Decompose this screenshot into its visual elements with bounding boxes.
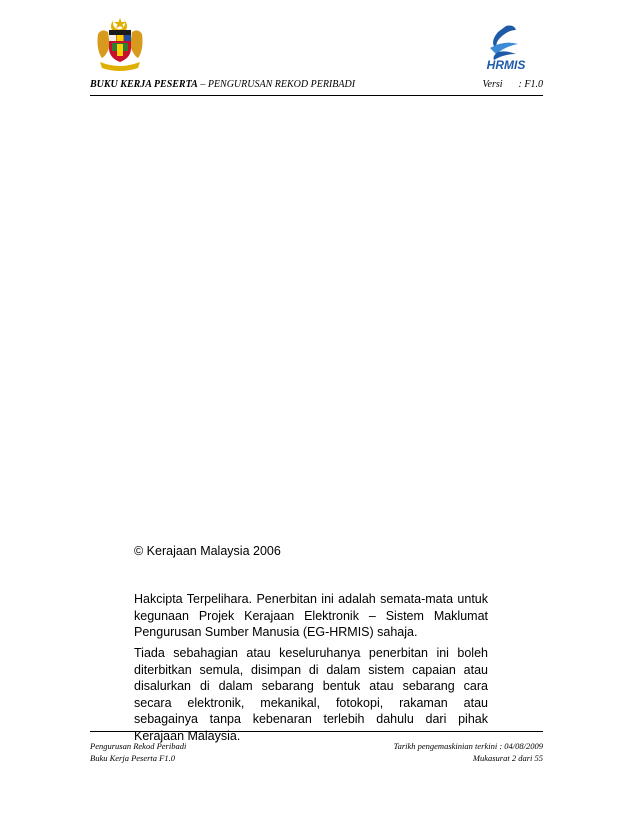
restriction-paragraph [134, 645, 488, 744]
copyright-text: © Kerajaan Malaysia 2006 [134, 544, 281, 558]
header-title-bold: BUKU KERJA PESERTA [90, 79, 198, 90]
header-divider [90, 95, 543, 96]
footer-workbook: Buku Kerja Peserta F1.0 [90, 753, 175, 763]
footer-page-number: Mukasurat 2 dari 55 [472, 753, 543, 763]
rights-text: Hakcipta Terpelihara. Penerbitan ini adalah semata-mata untuk kegunaan Projek Kerajaan Elektronik – Sistem Maklumat Pengurusan Sumber Manusia (EG-HRMIS) sahaja. [134, 592, 488, 639]
restriction-text: Tiada sebahagian atau keseluruhanya penerbitan ini boleh diterbitkan semula, disimpan di dalam sistem capaian atau disalurkan di dalam sebarang bentuk atau sebarang cara secara elektronik, mekanikal, fotokopi, rakaman atau sebagainya tanpa kebenaran terlebih dahulu dari pihak Kerajaan Malaysia. [134, 646, 488, 743]
hrmis-logo-text: HRMIS [486, 58, 526, 72]
version-label: Versi [482, 79, 503, 90]
version-value: : F1.0 [518, 79, 543, 90]
footer-right [394, 740, 543, 764]
copyright-notice [134, 543, 488, 560]
footer-left [90, 740, 186, 764]
footer-update-date: Tarikh pengemaskinian terkini : 04/08/2009 [393, 741, 543, 751]
header-title-rest: – PENGURUSAN REKOD PERIBADI [197, 79, 356, 90]
malaysia-coat-of-arms-icon [92, 16, 148, 72]
footer-divider [90, 731, 543, 732]
coat-of-arms-logo [92, 16, 148, 72]
header-version [483, 79, 543, 90]
page-header [90, 77, 543, 95]
footer-module: Pengurusan Rekod Peribadi [90, 741, 187, 751]
hrmis-logo [470, 22, 542, 72]
hrmis-logo-icon [470, 22, 542, 72]
rights-paragraph [134, 591, 488, 641]
header-title [90, 79, 355, 90]
